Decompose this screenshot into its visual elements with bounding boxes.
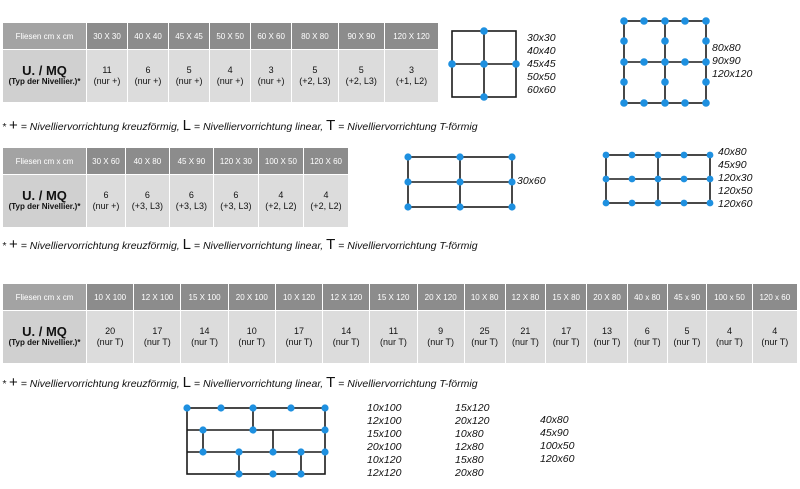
column-header: 10 X 80 (465, 284, 505, 310)
column-header: 15 X 80 (546, 284, 586, 310)
leveler-type: (+3, L3) (220, 201, 252, 211)
value-cell (128, 50, 168, 102)
size-label: 20x80 (455, 467, 484, 479)
leveler-type: (nur T) (673, 337, 701, 347)
leveling-dot (199, 426, 206, 433)
size-list-3 (517, 175, 546, 188)
size-label: 50x50 (527, 71, 556, 83)
row-label (3, 50, 86, 102)
size-label: 30x60 (517, 175, 546, 187)
size-label: 120x120 (712, 68, 753, 80)
column-header: 12 X 100 (134, 284, 180, 310)
value-cell (87, 175, 125, 227)
leveler-type: (nur +) (216, 76, 244, 86)
cross-linear-grid-diagram (620, 17, 710, 107)
legend-plus-text: = Nivelliervorrichtung kreuzförmig, (17, 240, 183, 252)
leveling-dot (321, 404, 328, 411)
count-value: 25 (479, 326, 490, 336)
leveling-dot (480, 27, 488, 35)
legend-l-text: = Nivelliervorrichtung linear, (190, 378, 327, 390)
rect-grid-diagram-30x60 (404, 153, 516, 211)
leveler-type: (+2, L3) (345, 76, 377, 86)
legend-star: * (2, 240, 7, 252)
leveling-dot (321, 426, 328, 433)
column-header: 60 X 60 (251, 23, 291, 49)
leveling-dot (681, 58, 689, 66)
column-header: 50 X 50 (210, 23, 250, 49)
column-header: 12 X 120 (323, 284, 369, 310)
leveling-dot (448, 60, 456, 68)
leveling-dot (629, 200, 636, 207)
size-label: 45x90 (718, 159, 747, 171)
leveler-type: (+2, L3) (299, 76, 331, 86)
column-header: 80 X 80 (292, 23, 337, 49)
leveler-type: (nur T) (143, 337, 171, 347)
leveler-type: (+2, L2) (310, 201, 342, 211)
legend-plus-symbol: + (9, 374, 18, 391)
leveling-dot (456, 153, 463, 160)
legend-l-symbol: L (182, 117, 191, 134)
legend-t-symbol: T (326, 374, 336, 391)
tile-table-1 (2, 22, 439, 103)
row-label-sub: (Typ der Nivellier.)* (8, 202, 81, 211)
size-list-4 (718, 146, 752, 211)
count-value: 6 (144, 190, 150, 200)
size-label: 12x100 (367, 415, 402, 427)
leveler-type: (nur T) (761, 337, 789, 347)
leveler-type: (+2, L2) (265, 201, 297, 211)
size-label: 40x80 (540, 414, 569, 426)
column-header: 20 X 80 (587, 284, 627, 310)
legend-t-symbol: T (326, 236, 336, 253)
count-value: 5 (186, 65, 192, 75)
column-header: 100 X 50 (259, 148, 303, 174)
value-cell (276, 311, 322, 363)
column-header: 100 x 50 (707, 284, 751, 310)
leveling-dot (512, 60, 520, 68)
count-value: 6 (644, 326, 650, 336)
leveling-dot (620, 58, 628, 66)
leveling-dot (707, 152, 714, 159)
value-cell (126, 175, 169, 227)
value-cell (292, 50, 337, 102)
leveling-dot (655, 176, 662, 183)
size-label: 45x45 (527, 58, 556, 70)
header-label: Fliesen cm x cm (3, 23, 86, 49)
size-label: 10x80 (455, 428, 484, 440)
column-header: 120 X 60 (304, 148, 348, 174)
leveler-type: (nur T) (716, 337, 743, 347)
leveler-type: (nur T) (552, 337, 580, 347)
leveling-dot (661, 99, 669, 107)
leveling-dot (480, 60, 488, 68)
leveling-dot (629, 176, 636, 183)
count-value: 4 (323, 190, 329, 200)
column-header: 30 X 30 (87, 23, 127, 49)
leveling-dot (199, 448, 206, 455)
count-value: 4 (772, 326, 778, 336)
staggered-grid-diagram (183, 404, 333, 478)
leveling-dot (620, 78, 628, 86)
count-value: 17 (152, 326, 163, 336)
leveler-type: (nur +) (175, 76, 203, 86)
leveling-dot (603, 152, 610, 159)
size-list-5a (367, 402, 401, 480)
size-label: 100x50 (540, 440, 575, 452)
value-cell (385, 50, 438, 102)
value-cell (753, 311, 797, 363)
leveling-dot (640, 58, 648, 66)
legend-l-symbol: L (182, 236, 191, 253)
value-cell (170, 175, 213, 227)
legend-star: * (2, 378, 7, 390)
value-cell (134, 311, 180, 363)
legend-t-text: = Nivelliervorrichtung T-förmig (335, 240, 478, 252)
size-label: 120x60 (718, 198, 753, 210)
leveling-dot (404, 153, 411, 160)
row-label-main: U. / MQ (22, 324, 67, 339)
count-value: 3 (268, 65, 274, 75)
leveling-dot (655, 200, 662, 207)
column-header: 120 X 30 (214, 148, 258, 174)
leveling-dot (249, 404, 256, 411)
value-cell (259, 175, 303, 227)
leveling-dot (235, 470, 242, 477)
size-label: 12x120 (367, 467, 402, 479)
leveling-dot (456, 203, 463, 210)
leveling-dot (640, 17, 648, 25)
leveling-dot (681, 200, 688, 207)
size-label: 120x30 (718, 172, 753, 184)
size-label: 120x50 (718, 185, 753, 197)
size-label: 80x80 (712, 42, 741, 54)
leveler-type: (nur +) (93, 76, 121, 86)
row-label-main: U. / MQ (22, 63, 67, 78)
leveling-dot (603, 200, 610, 207)
leveling-dot (217, 404, 224, 411)
legend-plus-symbol: + (9, 117, 18, 134)
leveling-dot (661, 78, 669, 86)
tile-table-2 (2, 147, 349, 228)
leveling-dot (297, 448, 304, 455)
count-value: 6 (233, 190, 239, 200)
leveler-type: (nur T) (633, 337, 661, 347)
leveler-type: (nur T) (512, 337, 539, 347)
size-label: 20x100 (367, 441, 402, 453)
leveler-type: (+3, L3) (131, 201, 164, 211)
leveler-type: (nur +) (134, 76, 162, 86)
count-value: 10 (246, 326, 257, 336)
table-value-row (3, 50, 438, 102)
column-header: 10 X 100 (87, 284, 133, 310)
legend-plus-text: = Nivelliervorrichtung kreuzförmig, (17, 378, 183, 390)
size-label: 40x80 (718, 146, 747, 158)
column-header: 30 X 60 (87, 148, 125, 174)
leveling-dot (681, 152, 688, 159)
leveler-type: (nur T) (96, 337, 124, 347)
size-label: 15x100 (367, 428, 402, 440)
value-cell (668, 311, 707, 363)
leveling-dot (661, 17, 669, 25)
leveling-dot (681, 99, 689, 107)
row-label-main: U. / MQ (22, 188, 67, 203)
value-cell (339, 50, 384, 102)
count-value: 5 (684, 326, 690, 336)
legend-plus-text: = Nivelliervorrichtung kreuzförmig, (17, 121, 183, 133)
leveling-dot (620, 99, 628, 107)
column-header: 90 X 90 (339, 23, 384, 49)
column-header: 40 x 80 (628, 284, 667, 310)
count-value: 4 (227, 65, 233, 75)
count-value: 3 (408, 65, 414, 75)
leveling-dot (620, 17, 628, 25)
leveler-type: (nur +) (92, 201, 120, 211)
column-header: 45 x 90 (668, 284, 707, 310)
leveling-dot (508, 203, 515, 210)
value-cell (370, 311, 416, 363)
value-cell (707, 311, 751, 363)
size-list-5b (455, 402, 489, 480)
leveling-dot (235, 448, 242, 455)
leveler-type: (nur T) (380, 337, 407, 347)
row-label-sub: (Typ der Nivellier.)* (8, 338, 81, 347)
leveling-dot (629, 152, 636, 159)
header-label: Fliesen cm x cm (3, 284, 86, 310)
count-value: 17 (561, 326, 572, 336)
legend-t-symbol: T (326, 117, 336, 134)
count-value: 4 (726, 326, 732, 336)
leveler-type: (nur T) (427, 337, 455, 347)
count-value: 21 (520, 326, 531, 336)
value-cell (87, 50, 127, 102)
legend-note-2 (2, 236, 478, 253)
header-label: Fliesen cm x cm (3, 148, 86, 174)
leveler-type: (nur T) (332, 337, 360, 347)
count-value: 4 (278, 190, 284, 200)
legend-l-text: = Nivelliervorrichtung linear, (190, 240, 327, 252)
size-list-5c (540, 414, 574, 466)
leveling-dot (269, 470, 276, 477)
legend-l-symbol: L (182, 374, 191, 391)
size-label: 10x120 (367, 454, 402, 466)
leveling-dot (702, 37, 710, 45)
value-cell (506, 311, 546, 363)
legend-star: * (2, 121, 7, 133)
value-cell (229, 311, 275, 363)
value-cell (251, 50, 291, 102)
leveler-type: (nur T) (593, 337, 621, 347)
leveling-dot (702, 17, 710, 25)
size-list-2 (712, 42, 752, 81)
count-value: 20 (105, 326, 116, 336)
row-label (3, 311, 86, 363)
row-label (3, 175, 86, 227)
count-value: 9 (438, 326, 444, 336)
value-cell (181, 311, 227, 363)
leveling-dot (404, 203, 411, 210)
count-value: 11 (102, 65, 112, 75)
value-cell (418, 311, 464, 363)
value-cell (465, 311, 505, 363)
leveling-dot (620, 37, 628, 45)
count-value: 11 (388, 326, 399, 336)
legend-plus-symbol: + (9, 236, 18, 253)
leveling-dot (183, 404, 190, 411)
table-header-row (3, 148, 348, 174)
leveling-dot (603, 176, 610, 183)
value-cell (169, 50, 209, 102)
legend-note-1 (2, 117, 478, 134)
value-cell (304, 175, 348, 227)
leveling-dot (249, 426, 256, 433)
value-cell (87, 311, 133, 363)
legend-note-3 (2, 374, 478, 391)
cross-grid-diagram-small (448, 27, 520, 101)
value-cell (210, 50, 250, 102)
leveler-type: (nur T) (285, 337, 313, 347)
table-header-row (3, 23, 438, 49)
leveling-dot (404, 178, 411, 185)
column-header: 40 X 40 (128, 23, 168, 49)
leveling-dot (661, 37, 669, 45)
size-label: 60x60 (527, 84, 556, 96)
leveling-dot (707, 200, 714, 207)
column-header: 15 X 120 (370, 284, 416, 310)
count-value: 5 (312, 65, 318, 75)
table-value-row (3, 175, 348, 227)
leveler-type: (nur T) (471, 337, 499, 347)
leveling-dot (702, 99, 710, 107)
size-label: 45x90 (540, 427, 569, 439)
rect-grid-diagram-large (602, 151, 714, 207)
size-list-1 (527, 32, 556, 97)
leveling-dot (456, 178, 463, 185)
column-header: 120 X 120 (385, 23, 438, 49)
column-header: 20 X 120 (418, 284, 464, 310)
leveling-dot (297, 470, 304, 477)
size-label: 10x100 (367, 402, 402, 414)
legend-t-text: = Nivelliervorrichtung T-förmig (335, 121, 478, 133)
column-header: 12 X 80 (506, 284, 546, 310)
leveling-dot (681, 17, 689, 25)
leveling-dot (321, 448, 328, 455)
leveling-dot (508, 178, 515, 185)
size-label: 30x30 (527, 32, 556, 44)
size-label: 12x80 (455, 441, 484, 453)
leveling-dot (480, 93, 488, 101)
count-value: 14 (199, 326, 210, 336)
value-cell (587, 311, 627, 363)
leveler-type: (nur +) (257, 76, 285, 86)
column-header: 120 x 60 (753, 284, 797, 310)
count-value: 6 (188, 190, 194, 200)
leveling-dot (681, 176, 688, 183)
value-cell (546, 311, 586, 363)
column-header: 45 X 90 (170, 148, 213, 174)
size-label: 15x80 (455, 454, 484, 466)
leveler-type: (nur T) (191, 337, 218, 347)
leveling-dot (702, 78, 710, 86)
table-value-row (3, 311, 797, 363)
legend-l-text: = Nivelliervorrichtung linear, (190, 121, 327, 133)
size-label: 120x60 (540, 453, 575, 465)
count-value: 13 (601, 326, 612, 336)
count-value: 6 (145, 65, 151, 75)
column-header: 15 X 100 (181, 284, 227, 310)
legend-t-text: = Nivelliervorrichtung T-förmig (335, 378, 478, 390)
count-value: 14 (341, 326, 352, 336)
count-value: 6 (103, 190, 109, 200)
leveling-dot (287, 404, 294, 411)
leveling-dot (269, 448, 276, 455)
count-value: 17 (293, 326, 304, 336)
leveling-dot (508, 153, 515, 160)
leveling-dot (707, 176, 714, 183)
leveler-type: (nur T) (238, 337, 266, 347)
leveler-type: (+3, L3) (175, 201, 208, 211)
size-label: 20x120 (455, 415, 490, 427)
column-header: 45 X 45 (169, 23, 209, 49)
column-header: 40 X 80 (126, 148, 169, 174)
row-label-sub: (Typ der Nivellier.)* (8, 77, 81, 86)
size-label: 15x120 (455, 402, 490, 414)
table-header-row (3, 284, 797, 310)
tile-table-3 (2, 283, 798, 364)
size-label: 40x40 (527, 45, 556, 57)
leveler-type: (+1, L2) (395, 76, 428, 86)
leveling-dot (661, 58, 669, 66)
value-cell (323, 311, 369, 363)
count-value: 5 (358, 65, 364, 75)
column-header: 10 X 120 (276, 284, 322, 310)
leveling-dot (640, 99, 648, 107)
leveling-dot (655, 152, 662, 159)
leveling-dot (702, 58, 710, 66)
size-label: 90x90 (712, 55, 741, 67)
value-cell (214, 175, 258, 227)
value-cell (628, 311, 667, 363)
column-header: 20 X 100 (229, 284, 275, 310)
